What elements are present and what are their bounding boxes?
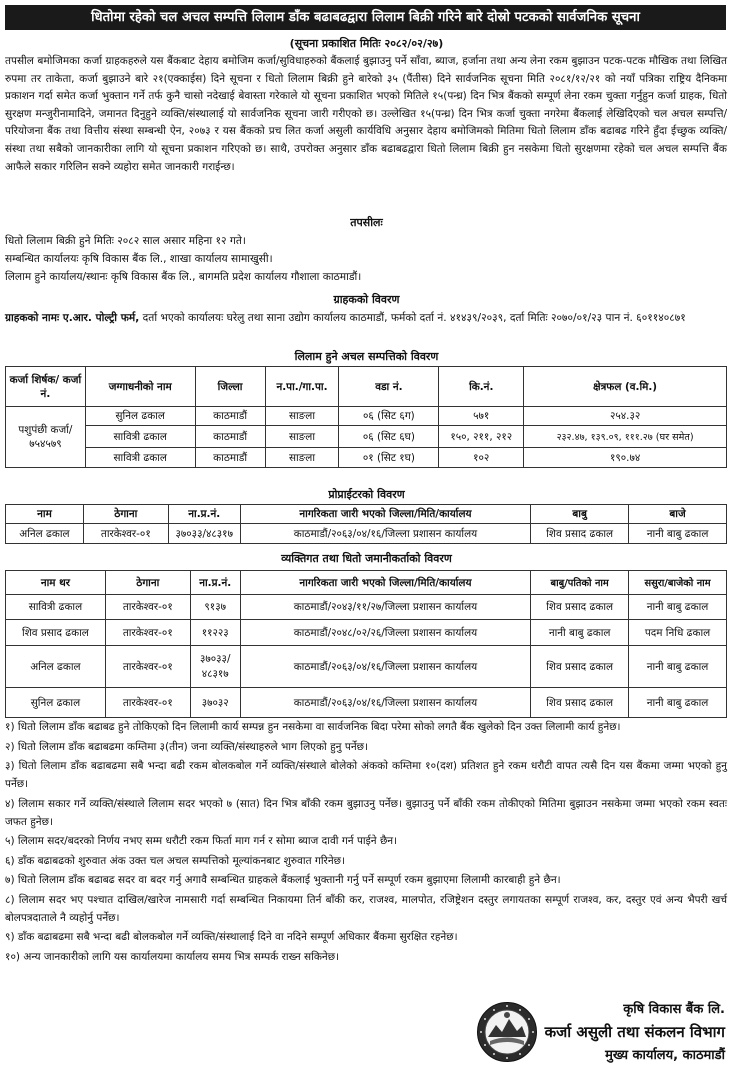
customer-details (5, 310, 727, 328)
publication-date: (सूचना प्रकाशित मितिः २०८२/०२/२७) (289, 37, 444, 50)
notice-title: धितोमा रहेको चल अचल सम्पत्ति लिलाम डाँक बढाबढद्वारा लिलाम बिक्री गरिने बारे दोस्रो पटकको सार्वजनिक सूचना (5, 5, 726, 30)
proprietor-heading: प्रोप्राईटरको विवरण (328, 488, 405, 501)
citizenship-issue-cell: काठमाडौं/२०४८/०२/२६/जिल्ला प्रशासन कार्यालय (240, 620, 531, 646)
bank-logo-icon (476, 1001, 538, 1063)
loan-cell: पशुपंछी कर्जा/ ७५४५७९ (6, 407, 86, 468)
proprietor-header-row (6, 505, 727, 524)
table-row (6, 620, 727, 646)
property-table (5, 366, 727, 468)
table-row (6, 426, 727, 448)
owner-cell: सावित्री ढकाल (85, 426, 195, 448)
term-item: ८) लिलाम सदर भए पश्चात दाखिल/खारेज नामसारी गर्दा सम्बन्धित निकायमा तिर्न बाँकी कर, राजश्व, मालपोत, रजिष्ट्रेशन दस्तुर लगायतका सम्पूर्ण राजश्व, कर, दस्तुर एवं अन्य भैपरी खर्च बोलपत्रदाताले नै व्यहोर्नु पर्नेछ। (5, 893, 727, 924)
kitta-cell: १५०, २११, २१२ (439, 426, 524, 448)
kitta-cell: ५७१ (439, 407, 524, 426)
grandfather-cell: नानी बाबु ढकाल (629, 646, 727, 688)
customer-heading: ग्राहकको विवरण (333, 293, 400, 306)
customer-registration: दर्ता भएको कार्यालयः घरेलु तथा साना उद्योग कार्यालय काठमाडौं, फर्मको दर्ता नं. ४१४३९/२०३९, दर्ता मितिः २०७०/०१/२३ पान नं. ६०११४०८७१ (142, 312, 686, 324)
col-municipality: न.पा./गा.पा. (265, 367, 339, 407)
related-office-line: सम्बन्धित कार्यालयः कृषि विकास बैंक लि., शाखा कार्यालय सामाखुसी। (5, 253, 273, 265)
table-row (6, 646, 727, 688)
name-cell: अनिल ढकाल (6, 524, 84, 544)
col-grandfather: बाजे (629, 505, 727, 524)
terms-list (5, 718, 727, 967)
ward-cell: ०१ (सिट १घ) (339, 448, 439, 468)
col-loan: कर्जा शिर्षक/ कर्जा नं. (6, 367, 86, 407)
bank-name: कृषि विकास बैंक लि. (623, 1002, 725, 1017)
col-citizenship-no: ना.प्र.नं. (168, 505, 240, 524)
col-address: ठेगाना (105, 571, 190, 595)
term-item: ४) लिलाम सकार गर्ने व्यक्ति/संस्थाले लिलाम सदर भएको ७ (सात) दिन भित्र बाँकी रकम बुझाउनु पर्नेछ। बुझाउनु पर्ने बाँकी रकम तोकीएको मितिमा बुझाउन नसकेमा जम्मा भएको रकम स्वतः जफत हुनेछ। (5, 797, 727, 828)
tapasil-lines (5, 232, 727, 286)
owner-cell: सुनिल ढकाल (85, 407, 195, 426)
area-cell: २५४.३२ (524, 407, 727, 426)
term-item: ९) डाँक बढाबढमा सबै भन्दा बढी बोलकबोल गर्ने व्यक्ति/संस्थालाई दिने वा नदिने सम्पूर्ण अधिकार बैंकमा सुरक्षित रहनेछ। (5, 931, 458, 943)
proprietor-table (5, 504, 727, 544)
table-row (6, 448, 727, 468)
term-item: ३) धितो लिलाम डाँक बढाबढमा सबै भन्दा बढी रकम बोलकबोल गर्ने व्यक्ति/संस्थाले बोलेको अंकको कम्तिमा १०(दश) प्रतिशत हुने रकम धरौटी वापत त्यसै दिन यस बैंकमा जम्मा भएको हुनु पर्नेछ। (5, 760, 727, 790)
office-name: मुख्य कार्यालय, काठमाडौं (605, 1048, 725, 1063)
issuing-office (545, 998, 725, 1067)
col-citizenship-issue: नागरिकता जारी भएको जिल्ला/मिति/कार्यालय (240, 505, 531, 524)
col-father: बाबु (531, 505, 629, 524)
address-cell: तारकेश्वर-०१ (105, 688, 190, 718)
term-item: १०) अन्य जानकारीको लागि यस कार्यालयमा कार्यालय समय भित्र सम्पर्क राख्न सकिनेछ। (5, 950, 340, 963)
term-item: ७) धितो लिलाम डाँक बढाबढ सदर वा बदर गर्नु अगावै सम्बन्धित ग्राहकले बैंकलाई भुक्तानी गर्नु पर्ने सम्पूर्ण रकम बुझाएमा लिलामी कारबाही हुने छैन। (5, 874, 561, 886)
term-item: ५) लिलाम सदर/बदरको निर्णय नभए सम्म धरौटी रकम फिर्ता माग गर्न र सोमा ब्याज दावी गर्न पाईने छैन। (5, 835, 398, 847)
district-cell: काठमाडौं (195, 407, 265, 426)
citizenship-no-cell: ३७०३३/ ४८३१७ (190, 646, 240, 688)
area-cell: २३२.४७, १३९.०९, १११.२७ (घर समेत) (524, 426, 727, 448)
grandfather-cell: नानी बाबु ढकाल (629, 595, 727, 620)
tapasil-heading: तपसीलः (350, 216, 383, 229)
grandfather-cell: नानी बाबु ढकाल (629, 524, 727, 544)
col-name: नाम (6, 505, 84, 524)
district-cell: काठमाडौं (195, 426, 265, 448)
address-cell: तारकेश्वर-०१ (83, 524, 168, 544)
father-cell: शिव प्रसाद ढकाल (531, 524, 629, 544)
auction-place-line: लिलाम हुने कार्यालय/स्थानः कृषि विकास बैंक लि., बागमति प्रदेश कार्यालय गौशाला काठमाडौं। (5, 271, 362, 283)
col-kitta: कि.नं. (439, 367, 524, 407)
grandfather-cell: नानी बाबु ढकाल (629, 688, 727, 718)
col-citizenship-no: ना.प्र.नं. (190, 571, 240, 595)
father-cell: शिव प्रसाद ढकाल (531, 646, 629, 688)
ward-cell: ०६ (सिट ६ग) (339, 407, 439, 426)
col-area: क्षेत्रफल (व.मि.) (524, 367, 727, 407)
col-district: जिल्ला (195, 367, 265, 407)
father-cell: शिव प्रसाद ढकाल (531, 688, 629, 718)
kitta-cell: १०२ (439, 448, 524, 468)
address-cell: तारकेश्वर-०१ (105, 646, 190, 688)
name-cell: सुनिल ढकाल (6, 688, 106, 718)
area-cell: १९०.७४ (524, 448, 727, 468)
father-cell: नानी बाबु ढकाल (531, 620, 629, 646)
col-address: ठेगाना (83, 505, 168, 524)
municipality-cell: साङला (265, 448, 339, 468)
col-owner: जग्गाधनीको नाम (85, 367, 195, 407)
property-heading: लिलाम हुने अचल सम्पत्तिको विवरण (294, 350, 439, 363)
district-cell: काठमाडौं (195, 448, 265, 468)
auction-date-line: धितो लिलाम बिक्री हुने मितिः २०८२ साल असार महिना १२ गते। (5, 235, 246, 247)
name-cell: सावित्री ढकाल (6, 595, 106, 620)
grandfather-cell: पदम निधि ढकाल (629, 620, 727, 646)
citizenship-issue-cell: काठमाडौं/२०४३/११/२७/जिल्ला प्रशासन कार्यालय (240, 595, 531, 620)
col-father-husband: बाबु/पतिको नाम (531, 571, 629, 595)
table-row (6, 407, 727, 426)
term-item: १) धितो लिलाम डाँक बढाबढ हुने तोकिएको दिन लिलामी कार्य सम्पन्न हुन नसकेमा वा सार्वजनिक बिदा परेमा सोको लगतै बैंक खुलेको दिन उक्त लिलामी कार्य हुनेछ। (5, 721, 621, 733)
address-cell: तारकेश्वर-०१ (105, 620, 190, 646)
address-cell: तारकेश्वर-०१ (105, 595, 190, 620)
citizenship-no-cell: ३७०३३/४८३१७ (168, 524, 240, 544)
table-row (6, 595, 727, 620)
citizenship-no-cell: ९१३७ (190, 595, 240, 620)
table-row (6, 688, 727, 718)
guarantors-table (5, 570, 727, 718)
owner-cell: सावित्री ढकाल (85, 448, 195, 468)
citizenship-issue-cell: काठमाडौं/२०६३/०४/१६/जिल्ला प्रशासन कार्यालय (240, 688, 531, 718)
term-item: २) धितो लिलाम डाँक बढाबढमा कम्तिमा ३(तीन) जना व्यक्ति/संस्थाहरुले भाग लिएको हुनु पर्नेछ। (5, 740, 368, 753)
intro-paragraph: तपसील बमोजिमका कर्जा ग्राहकहरुले यस बैंकबाट देहाय बमोजिम कर्जा/सुविधाहरुको बैंकलाई बुझाउनु पर्ने साँवा, ब्याज, हर्जाना तथा अन्य लेना रकम बुझाउन पटक-पटक मौखिक तथा लिखित रुपमा तर ताकेता, कर्जा बुझाउने बारे २१(एक्काईस) दिने सूचना र धितो लिलाम बिक्री हुने बारेको ३५ (पैंतीस) दिने सार्वजनिक सूचना मिति २०८१/१२/२१ को नयाँ पत्रिका राष्ट्रिय दैनिकमा प्रकाशन गर्दा समेत कर्जा भुक्तान गर्ने तर्फ कुनै चासो नदेखाई बेवास्ता गरेकाले यो सूचना प्रकाशित भएको मितिले १५(पन्ध्र) दिन भित्र बैंकको सम्पूर्ण लेना रकम चुक्ता गर्नुहुन कर्जा ग्राहक, धितो सुरक्षण मन्जुरीनामादिने, जमानत दिनुहुने व्यक्ति/संस्थालाई यो सार्वजनिक सूचना जारी गरीएको छ। उल्लेखित १५(पन्ध्र) दिन भित्र कर्जा चुक्ता नगरेमा बैंकलाई लेखिदिएको चल अचल सम्पत्ति/परियोजना बैंक तथा वित्तीय संस्था सम्बन्धी ऐन, २०७३ र यस बैंकको प्रच लित कर्जा असुली कार्यविधि अनुसार देहाय बमोजिमको मितिमा धितो लिलाम डाँक बढाबढ गरिने हुँदा ईच्छुक व्यक्ति/संस्था तथा सबैको जानकारीका लागि यो सूचना प्रकाशन गरिएको छ। साथै, उपरोक्त अनुसार डाँक बढाबढद्वारा धितो लिलाम बिक्री हुन नसकेमा धितो सुरक्षणमा रहेको चल अचल सम्पत्ति बैंक आफैले सकार गरिलिन सक्ने व्यहोरा समेत जानकारी गराईन्छ। (5, 55, 727, 173)
citizenship-issue-cell: काठमाडौं/२०६३/०४/१६/जिल्ला प्रशासन कार्यालय (240, 524, 531, 544)
citizenship-no-cell: ११२२३ (190, 620, 240, 646)
guarantors-header-row (6, 571, 727, 595)
name-cell: शिव प्रसाद ढकाल (6, 620, 106, 646)
municipality-cell: साङला (265, 426, 339, 448)
citizenship-issue-cell: काठमाडौं/२०६३/०४/१६/जिल्ला प्रशासन कार्यालय (240, 646, 531, 688)
ward-cell: ०६ (सिट ६घ) (339, 426, 439, 448)
guarantors-heading: व्यक्तिगत तथा धितो जमानीकर्ताको विवरण (281, 552, 452, 565)
col-father-in-law-grandfather: ससुरा/बाजेको नाम (629, 571, 727, 595)
col-citizenship-issue: नागरिकता जारी भएको जिल्ला/मिति/कार्यालय (240, 571, 531, 595)
col-ward: वडा नं. (339, 367, 439, 407)
table-row (6, 524, 727, 544)
father-cell: शिव प्रसाद ढकाल (531, 595, 629, 620)
name-cell: अनिल ढकाल (6, 646, 106, 688)
department-name: कर्जा असुली तथा संकलन विभाग (544, 1023, 725, 1041)
term-item: ६) डाँक बढाबढको शुरुवात अंक उक्त चल अचल सम्पत्तिको मूल्यांकनबाट शुरुवात गरिनेछ। (5, 854, 346, 867)
col-name: नाम थर (6, 571, 106, 595)
property-header-row (6, 367, 727, 407)
municipality-cell: साङला (265, 407, 339, 426)
citizenship-no-cell: ३७०३२ (190, 688, 240, 718)
customer-name: ग्राहकको नामः ए.आर. पोल्ट्री फर्म, (5, 312, 140, 324)
